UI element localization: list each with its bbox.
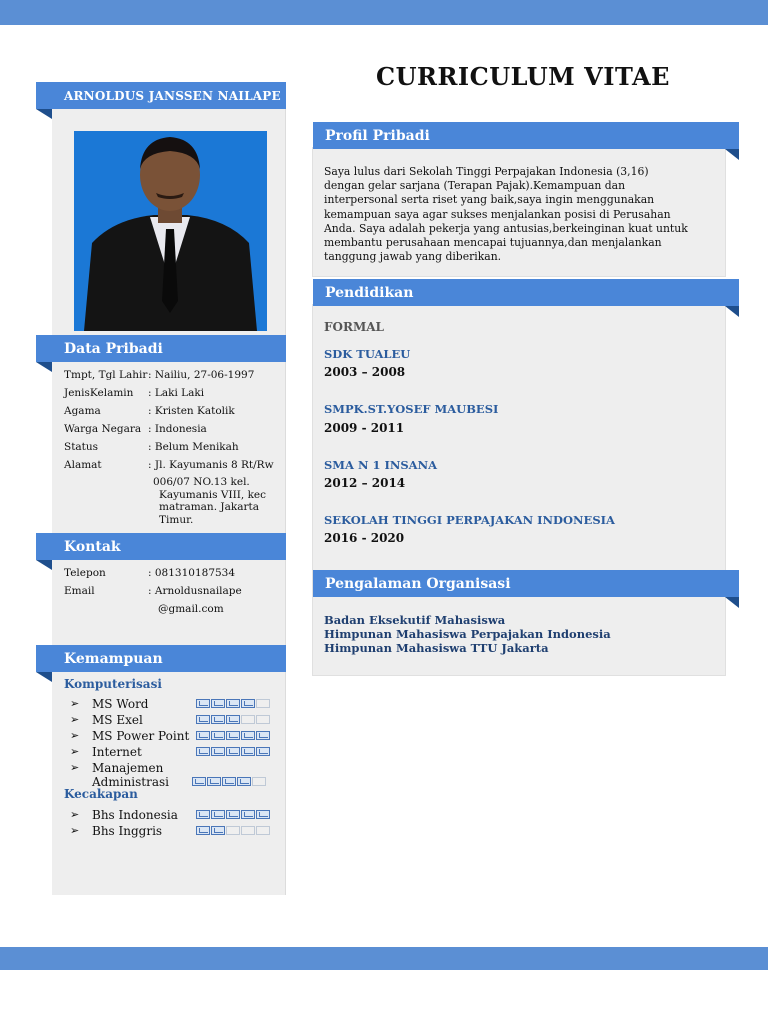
skill-level	[196, 826, 270, 835]
contact-row	[64, 564, 242, 582]
skill-level	[196, 715, 270, 724]
formal-label: FORMAL	[324, 320, 384, 334]
kemampuan-ribbon	[36, 645, 286, 672]
info-value: : Indonesia	[148, 423, 207, 435]
level-filled-icon	[192, 777, 206, 786]
address-continuation	[64, 476, 296, 526]
arrow-icon: ➢	[70, 745, 80, 758]
level-filled-icon	[211, 810, 225, 819]
profile-line: dengan gelar sarjana (Terapan Pajak).Kemampuan dan	[324, 179, 626, 193]
phone-value: : 081310187534	[148, 567, 236, 579]
profile-line: Saya lulus dari Sekolah Tinggi Perpajakan Indonesia (3,16)	[324, 165, 649, 178]
organization-item: Badan Eksekutif Mahasiswa	[324, 613, 506, 627]
profile-text	[324, 165, 716, 264]
level-empty-icon	[226, 826, 240, 835]
kemampuan-title: Kemampuan	[64, 650, 163, 667]
profile-photo	[74, 131, 267, 331]
skill-name: Bhs Indonesia	[92, 808, 178, 822]
info-value: : Belum Menikah	[148, 441, 239, 453]
level-empty-icon	[241, 826, 255, 835]
contact-key: Telepon	[64, 567, 106, 579]
komputerisasi-heading: Komputerisasi	[64, 677, 162, 691]
skill-row	[70, 712, 196, 728]
skill-row	[70, 807, 196, 823]
computer-skills	[70, 696, 196, 790]
language-skills	[70, 807, 196, 839]
address-line: Timur.	[159, 513, 194, 526]
level-filled-icon	[241, 810, 255, 819]
profil-ribbon	[313, 122, 739, 149]
level-filled-icon	[237, 777, 251, 786]
pendidikan-ribbon	[313, 279, 739, 306]
cv-title: CURRICULUM VITAE	[376, 62, 670, 91]
level-filled-icon	[211, 826, 225, 835]
level-filled-icon	[196, 826, 210, 835]
skill-level	[196, 747, 270, 756]
info-value: : Jl. Kayumanis 8 Rt/Rw	[148, 459, 274, 471]
info-row	[64, 384, 296, 402]
level-empty-icon	[256, 715, 270, 724]
organization-item: Himpunan Mahasiswa TTU Jakarta	[324, 641, 549, 655]
arrow-icon: ➢	[70, 713, 80, 726]
level-filled-icon	[256, 731, 270, 740]
arrow-icon: ➢	[70, 697, 80, 710]
top-band	[0, 0, 768, 25]
level-filled-icon	[211, 747, 225, 756]
level-filled-icon	[241, 699, 255, 708]
organisasi-ribbon	[313, 570, 739, 597]
school-years: 2003 – 2008	[324, 365, 406, 379]
profile-line: tanggung jawab yang diberikan.	[324, 250, 502, 264]
level-filled-icon	[196, 699, 210, 708]
level-filled-icon	[196, 715, 210, 724]
info-row	[64, 438, 296, 456]
data-pribadi-title: Data Pribadi	[64, 340, 163, 357]
organization-list	[324, 613, 611, 655]
pendidikan-title: Pendidikan	[325, 284, 414, 301]
level-filled-icon	[241, 747, 255, 756]
kontak-title: Kontak	[64, 538, 121, 555]
level-filled-icon	[196, 731, 210, 740]
kecakapan-heading: Kecakapan	[64, 787, 138, 801]
skill-row	[70, 823, 196, 839]
profil-title: Profil Pribadi	[325, 127, 430, 144]
arrow-icon: ➢	[70, 729, 80, 742]
school-years: 2009 - 2011	[324, 421, 405, 435]
skill-row	[70, 728, 196, 744]
level-filled-icon	[211, 715, 225, 724]
level-filled-icon	[196, 810, 210, 819]
level-filled-icon	[256, 810, 270, 819]
skill-row	[70, 696, 196, 712]
school-years: 2016 - 2020	[324, 531, 405, 545]
level-filled-icon	[196, 747, 210, 756]
level-filled-icon	[211, 731, 225, 740]
address-line: 006/07 NO.13 kel.	[153, 476, 250, 488]
info-key: Tmpt, Tgl Lahir	[64, 369, 148, 381]
skill-name: MS Power Point	[92, 729, 190, 743]
level-filled-icon	[226, 810, 240, 819]
info-row	[64, 366, 296, 384]
skill-row	[70, 744, 196, 760]
contact-key: Email	[64, 585, 95, 597]
contact-info	[64, 564, 242, 618]
info-row	[64, 402, 296, 420]
skill-name: Administrasi	[92, 775, 169, 789]
info-value: : Nailiu, 27-06-1997	[148, 369, 255, 381]
skill-level	[192, 777, 266, 786]
level-filled-icon	[211, 699, 225, 708]
name-ribbon	[36, 82, 286, 109]
school-years: 2012 – 2014	[324, 476, 406, 490]
skill-name: Bhs Inggris	[92, 824, 163, 838]
info-key: JenisKelamin	[64, 387, 134, 399]
level-filled-icon	[226, 699, 240, 708]
skill-level	[196, 731, 270, 740]
info-value: : Kristen Katolik	[148, 405, 235, 417]
school-name: SMA N 1 INSANA	[324, 458, 438, 472]
info-key: Agama	[64, 405, 101, 417]
person-name: ARNOLDUS JANSSEN NAILAPE	[64, 88, 281, 103]
level-empty-icon	[256, 699, 270, 708]
contact-row	[64, 582, 242, 600]
organisasi-title: Pengalaman Organisasi	[325, 575, 511, 592]
level-filled-icon	[256, 747, 270, 756]
skill-name: MS Word	[92, 697, 149, 711]
profile-line: interpersonal serta riset yang baik,saya ingin menggunakan	[324, 193, 655, 207]
bottom-band	[0, 947, 768, 970]
info-key: Status	[64, 441, 99, 453]
email-value: : Arnoldusnailape	[148, 585, 242, 597]
email-continuation: @gmail.com	[158, 603, 224, 615]
level-empty-icon	[252, 777, 266, 786]
arrow-icon: ➢	[70, 761, 80, 774]
organization-item: Himpunan Mahasiswa Perpajakan Indonesia	[324, 627, 611, 641]
level-empty-icon	[241, 715, 255, 724]
skill-level	[196, 699, 270, 708]
personal-info	[64, 366, 296, 526]
level-filled-icon	[226, 747, 240, 756]
school-name: SDK TUALEU	[324, 347, 411, 361]
school-name: SMPK.ST.YOSEF MAUBESI	[324, 402, 499, 416]
person-portrait-icon	[74, 131, 267, 331]
info-value: : Laki Laki	[148, 387, 205, 399]
level-empty-icon	[256, 826, 270, 835]
profile-line: kemampuan saya agar sukses menjalankan posisi di Perusahan	[324, 207, 671, 221]
info-row	[64, 420, 296, 438]
level-filled-icon	[222, 777, 236, 786]
skill-level	[196, 810, 270, 819]
level-filled-icon	[241, 731, 255, 740]
address-line: matraman. Jakarta	[159, 501, 259, 513]
arrow-icon: ➢	[70, 808, 80, 821]
level-filled-icon	[207, 777, 221, 786]
info-key: Warga Negara	[64, 423, 142, 435]
address-line: Kayumanis VIII, kec	[159, 488, 267, 501]
info-row	[64, 456, 296, 474]
skill-name: Internet	[92, 745, 142, 759]
school-name: SEKOLAH TINGGI PERPAJAKAN INDONESIA	[324, 513, 615, 527]
kontak-ribbon	[36, 533, 286, 560]
info-key: Alamat	[64, 459, 102, 471]
profile-line: membantu perusahaan mencapai tujuannya,dan menjalankan	[324, 236, 662, 250]
level-filled-icon	[226, 715, 240, 724]
profile-line: Anda. Saya adalah pekerja yang antusias,berkeinginan kuat untuk	[324, 221, 688, 235]
level-filled-icon	[226, 731, 240, 740]
arrow-icon: ➢	[70, 824, 80, 837]
data-pribadi-ribbon	[36, 335, 286, 362]
skill-name: Manajemen	[92, 761, 164, 775]
skill-name: MS Exel	[92, 713, 143, 727]
